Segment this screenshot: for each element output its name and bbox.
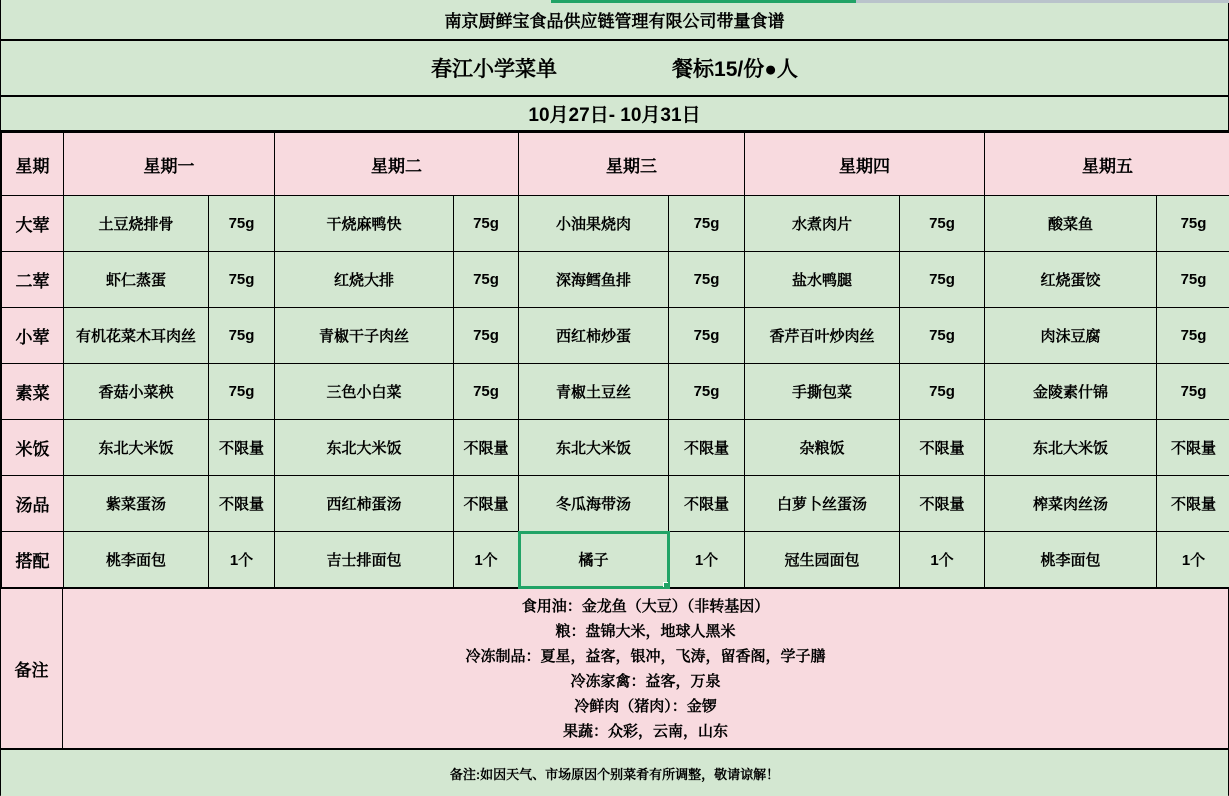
dish-cell[interactable]: 水煮肉片 xyxy=(745,196,900,252)
dish-cell[interactable]: 香菇小菜秧 xyxy=(64,364,209,420)
row-category-label[interactable]: 小荤 xyxy=(2,308,64,364)
portion-cell[interactable]: 75g xyxy=(1157,252,1229,308)
menu-row xyxy=(2,532,1229,588)
portion-cell[interactable]: 不限量 xyxy=(900,476,985,532)
portion-cell[interactable]: 75g xyxy=(900,308,985,364)
dish-cell[interactable]: 土豆烧排骨 xyxy=(64,196,209,252)
dish-cell[interactable]: 红烧蛋饺 xyxy=(985,252,1157,308)
dish-cell[interactable]: 肉沫豆腐 xyxy=(985,308,1157,364)
portion-cell[interactable]: 1个 xyxy=(209,532,275,588)
portion-cell[interactable]: 不限量 xyxy=(454,476,519,532)
dish-cell[interactable]: 小油果烧肉 xyxy=(519,196,669,252)
dish-cell[interactable]: 有机花菜木耳肉丝 xyxy=(64,308,209,364)
portion-cell[interactable]: 75g xyxy=(209,196,275,252)
portion-cell[interactable]: 1个 xyxy=(900,532,985,588)
footer-note-cell[interactable] xyxy=(1,748,1228,796)
portion-cell[interactable]: 75g xyxy=(1157,308,1229,364)
portion-cell[interactable]: 75g xyxy=(669,308,745,364)
row-category-label[interactable]: 大荤 xyxy=(2,196,64,252)
portion-cell[interactable]: 不限量 xyxy=(669,476,745,532)
menu-row xyxy=(2,252,1229,308)
row-category-label[interactable]: 二荤 xyxy=(2,252,64,308)
portion-cell[interactable]: 1个 xyxy=(454,532,519,588)
dish-cell[interactable]: 白萝卜丝蛋汤 xyxy=(745,476,900,532)
portion-cell[interactable]: 75g xyxy=(209,308,275,364)
notes-line-grain: 粮：盘锦大米，地球人黑米 xyxy=(555,622,736,640)
dish-cell[interactable]: 深海鳕鱼排 xyxy=(519,252,669,308)
portion-cell[interactable]: 75g xyxy=(900,196,985,252)
dish-cell[interactable]: 酸菜鱼 xyxy=(985,196,1157,252)
portion-cell[interactable]: 75g xyxy=(454,364,519,420)
dish-cell[interactable]: 手撕包菜 xyxy=(745,364,900,420)
dish-cell[interactable]: 金陵素什锦 xyxy=(985,364,1157,420)
menu-row xyxy=(2,196,1229,252)
notes-row xyxy=(1,588,1228,748)
portion-cell[interactable]: 75g xyxy=(669,364,745,420)
dish-cell[interactable]: 榨菜肉丝汤 xyxy=(985,476,1157,532)
date-range: 10月27日- 10月31日 xyxy=(528,105,701,126)
dish-cell[interactable]: 桃李面包 xyxy=(64,532,209,588)
school-title: 春江小学菜单 xyxy=(431,58,558,81)
dish-cell[interactable]: 西红柿炒蛋 xyxy=(519,308,669,364)
dish-cell[interactable]: 西红柿蛋汤 xyxy=(275,476,454,532)
portion-cell[interactable]: 不限量 xyxy=(209,476,275,532)
top-strip-green-segment xyxy=(551,0,856,3)
dish-cell[interactable]: 冬瓜海带汤 xyxy=(519,476,669,532)
notes-label-cell[interactable]: 备注 xyxy=(1,589,63,748)
menu-table xyxy=(1,132,1229,588)
notes-line-fresh-pork: 冷鲜肉（猪肉）：金锣 xyxy=(574,697,717,715)
portion-cell[interactable]: 不限量 xyxy=(209,420,275,476)
top-strip-gray-segment xyxy=(856,0,1229,3)
day-header-friday[interactable]: 星期五 xyxy=(985,133,1229,196)
dish-cell[interactable]: 东北大米饭 xyxy=(519,420,669,476)
dish-cell[interactable]: 虾仁蒸蛋 xyxy=(64,252,209,308)
notes-content-cell[interactable] xyxy=(63,589,1228,748)
dish-cell[interactable]: 香芹百叶炒肉丝 xyxy=(745,308,900,364)
menu-row xyxy=(2,420,1229,476)
dish-cell[interactable]: 青椒土豆丝 xyxy=(519,364,669,420)
weekday-header-row xyxy=(2,133,1229,196)
portion-cell[interactable]: 75g xyxy=(669,196,745,252)
selected-dish-cell[interactable]: 橘子 xyxy=(519,532,669,588)
day-header-tuesday[interactable]: 星期二 xyxy=(275,133,519,196)
dish-cell[interactable]: 干烧麻鸭快 xyxy=(275,196,454,252)
portion-cell[interactable]: 75g xyxy=(454,196,519,252)
dish-cell[interactable]: 三色小白菜 xyxy=(275,364,454,420)
portion-cell[interactable]: 75g xyxy=(669,252,745,308)
company-title: 南京厨鲜宝食品供应链管理有限公司带量食谱 xyxy=(444,12,785,31)
dish-cell[interactable]: 东北大米饭 xyxy=(985,420,1157,476)
top-edge-strip xyxy=(1,0,1228,3)
notes-line-frozen-poultry: 冷冻家禽：益客，万泉 xyxy=(570,672,721,690)
notes-line-frozen-products: 冷冻制品：夏星，益客，银冲，飞涛，留香阁，学子膳 xyxy=(465,647,826,665)
dish-cell[interactable]: 桃李面包 xyxy=(985,532,1157,588)
dish-cell[interactable]: 东北大米饭 xyxy=(275,420,454,476)
row-category-label[interactable]: 米饭 xyxy=(2,420,64,476)
row-category-label[interactable]: 汤品 xyxy=(2,476,64,532)
portion-cell[interactable]: 1个 xyxy=(1157,532,1229,588)
row-category-label[interactable]: 素菜 xyxy=(2,364,64,420)
menu-row xyxy=(2,364,1229,420)
dish-cell[interactable]: 红烧大排 xyxy=(275,252,454,308)
date-range-cell[interactable] xyxy=(1,97,1228,132)
dish-cell[interactable]: 杂粮饭 xyxy=(745,420,900,476)
meal-standard: 餐标15/份●人 xyxy=(672,58,798,81)
dish-cell[interactable]: 紫菜蛋汤 xyxy=(64,476,209,532)
school-title-cell[interactable] xyxy=(1,41,1228,97)
portion-cell[interactable]: 不限量 xyxy=(669,420,745,476)
portion-cell[interactable]: 75g xyxy=(900,364,985,420)
dish-cell[interactable]: 青椒干子肉丝 xyxy=(275,308,454,364)
menu-table-body xyxy=(2,133,1229,588)
day-header-monday[interactable]: 星期一 xyxy=(64,133,275,196)
portion-cell[interactable]: 不限量 xyxy=(1157,420,1229,476)
menu-row xyxy=(2,476,1229,532)
corner-cell[interactable]: 星期 xyxy=(2,133,64,196)
portion-cell[interactable]: 不限量 xyxy=(454,420,519,476)
portion-cell[interactable]: 不限量 xyxy=(1157,476,1229,532)
notes-line-oil: 食用油：金龙鱼（大豆）（非转基因） xyxy=(521,597,770,615)
dish-cell[interactable]: 冠生园面包 xyxy=(745,532,900,588)
dish-cell[interactable]: 东北大米饭 xyxy=(64,420,209,476)
portion-cell[interactable]: 75g xyxy=(209,364,275,420)
notes-line-produce: 果蔬：众彩，云南，山东 xyxy=(562,722,728,740)
day-header-thursday[interactable]: 星期四 xyxy=(745,133,985,196)
portion-cell[interactable]: 不限量 xyxy=(900,420,985,476)
portion-cell[interactable]: 1个 xyxy=(669,532,745,588)
portion-cell[interactable]: 75g xyxy=(209,252,275,308)
day-header-wednesday[interactable]: 星期三 xyxy=(519,133,745,196)
footer-note-text: 备注:如因天气、市场原因个别菜肴有所调整，敬请谅解！ xyxy=(449,767,780,782)
portion-cell[interactable]: 75g xyxy=(454,252,519,308)
portion-cell[interactable]: 75g xyxy=(1157,196,1229,252)
portion-cell[interactable]: 75g xyxy=(1157,364,1229,420)
dish-cell[interactable]: 吉士排面包 xyxy=(275,532,454,588)
dish-cell[interactable]: 盐水鸭腿 xyxy=(745,252,900,308)
company-title-cell[interactable] xyxy=(1,0,1228,41)
portion-cell[interactable]: 75g xyxy=(454,308,519,364)
row-category-label[interactable]: 搭配 xyxy=(2,532,64,588)
portion-cell[interactable]: 75g xyxy=(900,252,985,308)
menu-row xyxy=(2,308,1229,364)
